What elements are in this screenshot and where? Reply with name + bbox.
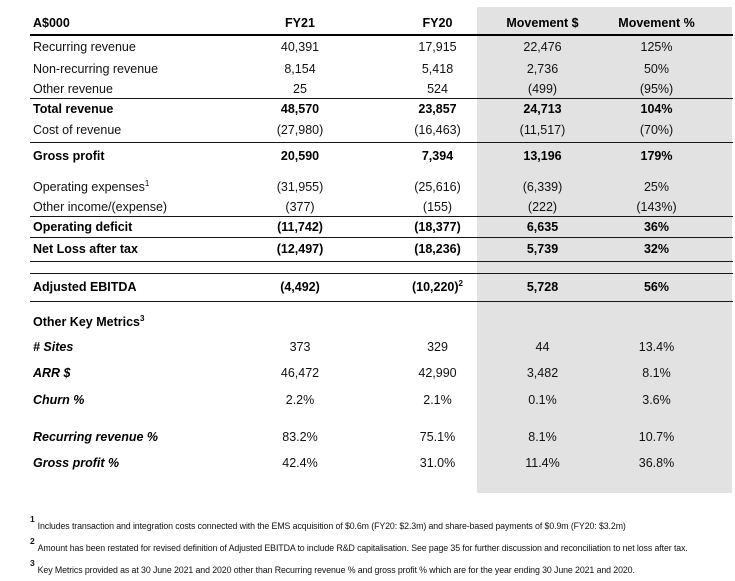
table-row-operating-deficit	[30, 217, 733, 238]
footnote-text: Includes transaction and integration costs connected with the EMS acquisition of $0.6m (FY20: $2.3m) and share-based payments of $0.9m (FY20: $3.2m)	[37, 520, 626, 531]
table-header-row	[30, 8, 733, 36]
header-fy21: FY21	[285, 15, 315, 30]
row-label: Recurring revenue	[33, 39, 136, 54]
movement-dollar-value: 3,482	[526, 366, 559, 381]
movement-percent-value: (70%)	[639, 123, 674, 138]
footnote-ref-3: 3	[139, 313, 145, 323]
fy21-value: 46,472	[280, 366, 320, 381]
movement-percent-value: 36.8%	[638, 455, 675, 470]
section-heading: Other Key Metrics$^3$	[33, 313, 145, 329]
header-fy20: FY20	[422, 15, 453, 30]
fy20-value: (16,463)	[414, 123, 461, 138]
table-row-non-recurring-revenue	[30, 58, 733, 80]
movement-percent-value: 36%	[643, 219, 670, 234]
movement-dollar-value: 44	[535, 339, 550, 354]
row-label: Other income/(expense)	[33, 199, 168, 214]
row-label: Recurring revenue %	[33, 429, 159, 444]
row-spacer	[30, 169, 733, 176]
footnote-3	[30, 558, 733, 575]
footnote-text: Amount has been restated for revised definition of Adjusted EBITDA to include R&D capitalisation. See page 35 for further discussion and reconciliation to net loss after tax.	[37, 542, 688, 553]
fy21-value: 48,570	[280, 101, 320, 116]
movement-percent-value: 179%	[640, 148, 673, 163]
fy20-value: $(10,220)^2$	[411, 279, 463, 295]
row-label: Adjusted EBITDA	[33, 280, 137, 295]
footnote-number: 3	[30, 558, 35, 568]
movement-percent-value: (95%)	[639, 81, 674, 96]
row-label: Operating expenses$^1$	[33, 178, 150, 194]
row-spacer	[30, 262, 733, 274]
row-label: ARR $	[33, 366, 71, 381]
footnote-1	[30, 514, 733, 531]
fy21-value: 373	[289, 339, 311, 354]
footnote-number: 2	[30, 536, 35, 546]
header-movement-percent: Movement %	[618, 15, 695, 30]
row-label: Gross profit	[33, 148, 105, 163]
table-row-gross-profit	[30, 143, 733, 169]
table-row-gross-profit-pct	[30, 450, 733, 476]
fy20-value: 42,990	[418, 366, 457, 381]
movement-dollar-value: 5,739	[526, 242, 559, 257]
footnote-text: Key Metrics provided as at 30 June 2021 and 2020 other than Recurring revenue % and gross profit % which are for the year ending 30 June 2021 and 2020.	[37, 564, 635, 575]
row-label: Operating deficit	[33, 219, 133, 234]
fy21-value: (12,497)	[276, 242, 324, 257]
fy21-value: 83.2%	[282, 429, 318, 444]
table-row-recurring-revenue	[30, 36, 733, 58]
movement-dollar-value: 24,713	[523, 101, 562, 116]
movement-percent-value: 10.7%	[638, 429, 675, 444]
row-label: Gross profit %	[33, 455, 120, 470]
table-row-other-income-expense	[30, 198, 733, 217]
fy20-value: (18,236)	[414, 242, 461, 257]
fy20-value: (25,616)	[414, 179, 461, 194]
movement-percent-value: 50%	[643, 61, 670, 76]
fy20-value: (18,377)	[414, 219, 461, 234]
movement-percent-value: 13.4%	[638, 339, 675, 354]
table-row-arr	[30, 360, 733, 387]
fy21-value: (31,955)	[276, 179, 324, 194]
fy21-value: (4,492)	[280, 280, 320, 295]
footnote-2	[30, 536, 733, 553]
fy21-value: 8,154	[284, 61, 316, 76]
fy20-value: 7,394	[421, 148, 454, 163]
financial-results-table	[30, 8, 733, 476]
movement-dollar-value: (6,339)	[522, 179, 563, 194]
footnote-number: 1	[30, 514, 35, 524]
table-row-churn	[30, 387, 733, 413]
movement-percent-value: 25%	[643, 179, 670, 194]
fy21-value: 20,590	[280, 148, 320, 163]
movement-percent-value: (143%)	[636, 199, 677, 214]
movement-dollar-value: 5,728	[526, 280, 559, 295]
row-label: Non-recurring revenue	[33, 61, 159, 76]
movement-dollar-value: 13,196	[523, 148, 562, 163]
table-row-operating-expenses	[30, 176, 733, 198]
fy20-value: 75.1%	[419, 429, 456, 444]
fy21-value: 2.2%	[285, 392, 315, 407]
movement-dollar-value: 8.1%	[528, 429, 557, 444]
row-label: Cost of revenue	[33, 123, 122, 138]
fy20-value: 31.0%	[419, 455, 456, 470]
row-label: # Sites	[33, 339, 74, 354]
header-metric: A$000	[33, 15, 70, 30]
movement-percent-value: 8.1%	[642, 366, 671, 381]
fy20-value: 17,915	[418, 39, 457, 54]
movement-percent-value: 3.6%	[642, 392, 671, 407]
fy20-value: 23,857	[418, 101, 457, 116]
fy21-value: (11,742)	[277, 219, 323, 234]
footnote-ref-1: 1	[144, 178, 150, 188]
movement-percent-value: 104%	[640, 101, 673, 116]
table-row-total-revenue	[30, 99, 733, 119]
fy21-value: 40,391	[280, 39, 320, 54]
fy20-value: 2.1%	[423, 392, 452, 407]
movement-dollar-value: 11.4%	[525, 455, 560, 470]
fy21-value: 25	[293, 81, 307, 96]
footnote-ref-2: 2	[458, 279, 463, 289]
table-row-adjusted-ebitda	[30, 274, 733, 302]
fy20-value: 524	[427, 81, 448, 96]
header-movement-dollar: Movement $	[506, 15, 579, 30]
row-label: Total revenue	[33, 101, 114, 116]
movement-percent-value: 32%	[643, 242, 670, 257]
movement-percent-value: 125%	[640, 39, 673, 54]
fy21-value: (27,980)	[276, 123, 324, 138]
movement-dollar-value: 22,476	[523, 39, 562, 54]
movement-percent-value: 56%	[643, 280, 670, 295]
fy20-value: 5,418	[421, 61, 454, 76]
movement-dollar-value: (11,517)	[519, 123, 566, 138]
movement-dollar-value: 2,736	[526, 61, 559, 76]
fy21-value: (377)	[285, 199, 315, 214]
movement-dollar-value: 0.1%	[528, 392, 557, 407]
row-label: Other revenue	[33, 81, 113, 96]
movement-dollar-value: 6,635	[526, 219, 559, 234]
fy21-value: 42.4%	[282, 455, 318, 470]
movement-dollar-value: (499)	[527, 81, 558, 96]
row-label: Net Loss after tax	[33, 242, 138, 257]
row-spacer	[30, 413, 733, 424]
table-row-recurring-revenue-pct	[30, 424, 733, 450]
table-row-net-loss-after-tax	[30, 238, 733, 262]
table-row-cost-of-revenue	[30, 119, 733, 143]
fy20-value: (155)	[422, 199, 453, 214]
movement-dollar-value: (222)	[527, 199, 558, 214]
table-row-sites	[30, 334, 733, 360]
row-spacer	[30, 302, 733, 310]
row-label: Churn %	[33, 392, 85, 407]
table-row-other-key-metrics-heading	[30, 310, 733, 334]
footnotes	[30, 514, 733, 581]
table-row-other-revenue	[30, 80, 733, 99]
fy20-value: 329	[427, 339, 448, 354]
